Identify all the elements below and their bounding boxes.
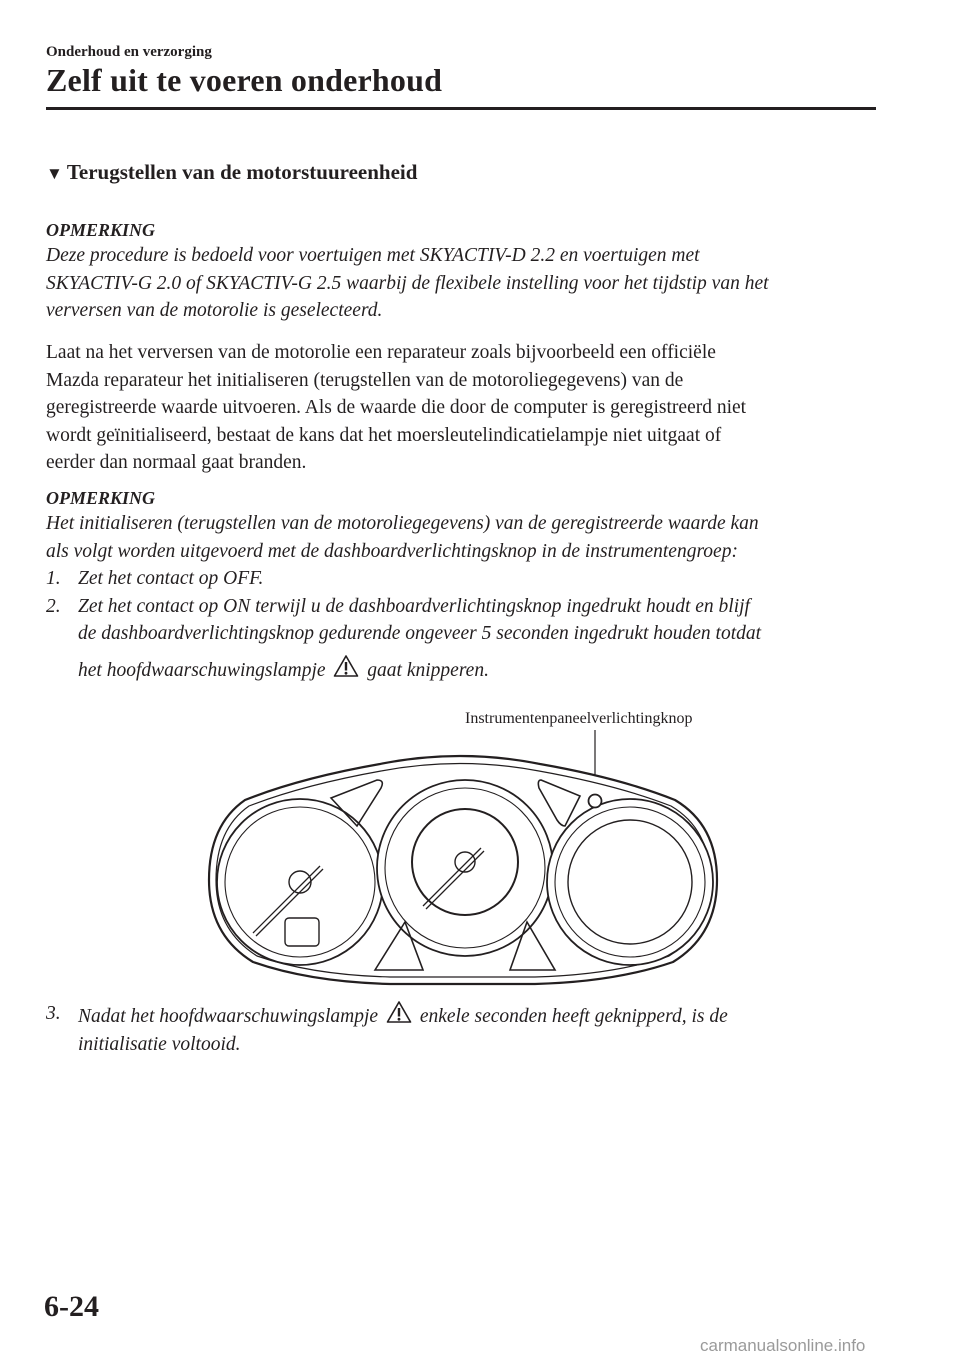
note-1-line: verversen van de motorolie is geselecteerd. (46, 300, 383, 321)
warning-triangle-icon (333, 654, 359, 678)
note-1-line: Deze procedure is bedoeld voor voertuigen met SKYACTIV-D 2.2 en voertuigen met (46, 245, 700, 266)
step-3-line (78, 1000, 886, 1031)
step-1 (46, 565, 886, 593)
step-3-line1-end: enkele seconden heeft geknipperd, is de (419, 1006, 728, 1027)
note-2 (46, 486, 886, 684)
section-heading (46, 160, 417, 185)
note-2-label: OPMERKING (46, 488, 156, 508)
step-2 (46, 593, 886, 685)
page-number: 6-24 (44, 1290, 99, 1323)
title-rule (46, 107, 876, 110)
note-1-label: OPMERKING (46, 220, 156, 240)
paragraph-line: Laat na het verversen van de motorolie een reparateur zoals bijvoorbeeld een officiële (46, 342, 716, 363)
paragraph-line: Mazda reparateur het initialiseren (terugstellen van de motoroliegegevens) van de (46, 369, 684, 391)
step-2-line3-end: gaat knipperen. (367, 659, 489, 681)
note-2-line: als volgt worden uitgevoerd met de dashboardverlichtingsknop in de instrumentengroep: (46, 540, 738, 562)
step-1-text: Zet het contact op OFF. (78, 568, 264, 589)
step-2-line3-text: het hoofdwaarschuwingslampje (78, 659, 326, 681)
step-2-line: de dashboardverlichtingsknop gedurende ongeveer 5 seconden ingedrukt houden totdat (78, 623, 762, 644)
center-gauge-ring (377, 780, 553, 956)
step-3 (46, 1000, 886, 1058)
step-3-number: 3. (46, 1003, 61, 1024)
paragraph-line: geregistreerde waarde uitvoeren. Als de waarde die door de computer is geregistreerd niet (46, 397, 747, 418)
paragraph-line: eerder dan normaal gaat branden. (46, 452, 307, 473)
section-marker-icon: ▼ (46, 164, 63, 183)
warning-triangle-icon (386, 1000, 412, 1024)
note-2-line: Het initialiseren (terugstellen van de motoroliegegevens) van de geregistreerde waarde kan (46, 513, 759, 534)
body-paragraph (46, 339, 886, 477)
watermark: carmanualsonline.info (700, 1336, 866, 1355)
instrument-cluster-illustration (205, 730, 725, 990)
paragraph-line: wordt geïnitialiseerd, bestaat de kans dat het moersleutelindicatielampje niet uitgaat of (46, 424, 722, 446)
page-title: Zelf uit te voeren onderhoud (46, 62, 443, 98)
right-gauge-ring (547, 799, 713, 965)
note-1 (46, 218, 886, 325)
figure-callout-label: Instrumentenpaneelverlichtingknop (465, 710, 693, 727)
step-2-number: 2. (46, 595, 61, 617)
note-1-line: SKYACTIV-G 2.0 of SKYACTIV-G 2.5 waarbij de flexibele instelling voor het tijdstip van het (46, 272, 769, 294)
chapter-kicker: Onderhoud en verzorging (46, 44, 212, 60)
dashboard-illumination-button (589, 795, 602, 808)
step-2-line: Zet het contact op ON terwijl u de dashboardverlichtingsknop ingedrukt houdt en blijf (78, 595, 750, 617)
section-heading-text: Terugstellen van de motorstuureenheid (66, 160, 418, 184)
step-1-number: 1. (46, 568, 61, 589)
step-3-line1-text: Nadat het hoofdwaarschuwingslampje (78, 1006, 379, 1027)
step-2-line (78, 654, 886, 685)
step-3-line: initialisatie voltooid. (78, 1033, 241, 1055)
